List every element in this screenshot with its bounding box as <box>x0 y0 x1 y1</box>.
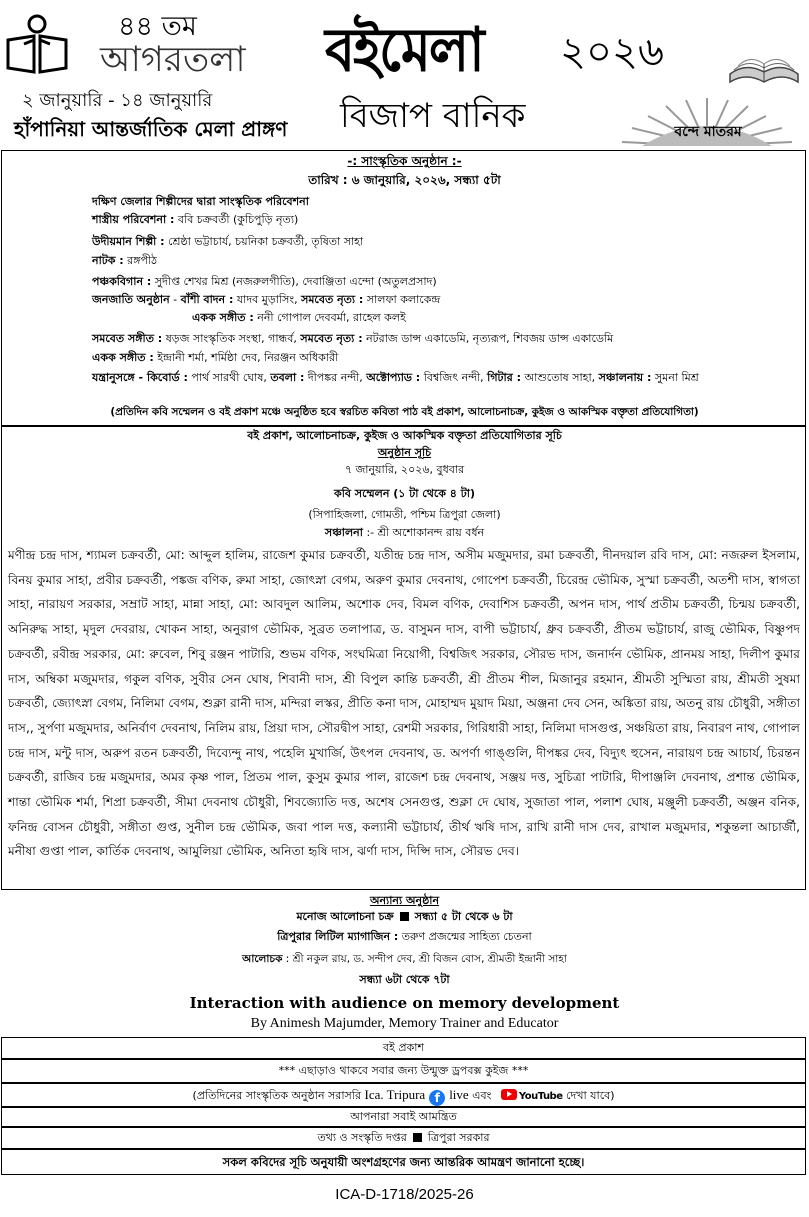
panchakavi-row <box>92 274 437 290</box>
other-events-title: অন্যান্য অনুষ্ঠান <box>369 894 440 907</box>
row-label: শাস্ত্রীয় পরিবেশনা : <box>92 213 175 226</box>
fair-title: বইমেলা <box>325 13 483 86</box>
group-song-label: সমবেত সঙ্গীত : <box>92 332 163 345</box>
poet-meet-districts: (সিপাহিজলা, গোমতী, পশ্চিম ত্রিপুরা জেলা) <box>308 508 501 521</box>
district-line: দক্ষিণ জেলার শিল্পীদের দ্বারা সাংস্কৃতিক পরিবেশনা <box>92 195 309 208</box>
poets-invite-strip <box>1 1149 806 1175</box>
header-banner <box>0 0 809 150</box>
row-text: রঙ্গপীঠ <box>123 254 158 267</box>
discussion-line <box>0 908 809 926</box>
program-schedule-box <box>1 426 806 907</box>
anchor-label: সঞ্চালনায় : <box>598 371 652 384</box>
group-dance-text: নটরাজ ডান্স একাডেমি, নৃত্যরূপ, শিবজয় ডান্স একাডেমি <box>362 332 614 345</box>
tabla-label: তবলা : <box>270 371 305 384</box>
row-label: পঞ্চকবিগান : <box>92 275 152 288</box>
group-song-row <box>92 331 613 347</box>
cultural-program-box <box>1 150 806 426</box>
government-name: ত্রিপুরা সরকার <box>427 1131 490 1144</box>
solo-song-row <box>192 310 406 326</box>
youtube-label: YouTube <box>518 1091 563 1102</box>
guitar-text: আশুতোষ সাহা, <box>521 371 599 384</box>
book-launch-label: বই প্রকাশ <box>383 1041 424 1054</box>
solo-label: একক সঙ্গীত : <box>192 311 254 324</box>
solo2-text: ইন্দ্রানী শর্মা, শর্মিষ্ঠা দেব, নিরঞ্জন অধিকারী <box>153 351 339 364</box>
speakers-line <box>0 950 809 968</box>
live-suffix: দেখা যাবে) <box>562 1089 615 1102</box>
interaction-by: By Animesh Majumder, Memory Trainer and Educator <box>250 1016 559 1031</box>
drama-row <box>92 253 157 269</box>
flute-label: বাঁশী বাদন : <box>180 293 234 306</box>
fair-dates: ২ জানুয়ারি - ১৪ জানুয়ারি <box>22 90 213 111</box>
anchor-text: সুমনা মিশ্র <box>651 371 699 384</box>
department-strip <box>1 1127 806 1149</box>
group-dance-label: সমবেত নৃত্য : <box>300 332 363 345</box>
instr-text: পার্থ সারথী ঘোষ, <box>187 371 271 384</box>
city-name: আগরতলা <box>100 40 246 80</box>
interaction-title: Interaction with audience on memory development <box>189 994 620 1012</box>
cultural-date: তারিখ : ৬ জানুয়ারি, ২০২৬, সন্ধ্যা ৫টা <box>308 173 501 187</box>
emerging-row <box>92 234 363 250</box>
live-channel: Ica. Tripura <box>364 1087 426 1102</box>
solo-song-row-2 <box>92 350 338 366</box>
square-bullet-icon <box>400 912 409 921</box>
tabla-text: দীপঙ্কর নন্দী, <box>304 371 367 384</box>
daily-program-note: (প্রতিদিন কবি সম্মেলন ও বই প্রকাশ মঞ্চে অনুষ্ঠিত হবে স্বরচিত কবিতা পাঠ বই প্রকাশ, আলোচনাচক্র, কুইজ ও আকস্মিক বক্তৃতা প্রতিযোগিতা) <box>110 406 699 418</box>
guitar-label: গিটার : <box>487 371 521 384</box>
row-text: ববি চক্রবর্তী (কুচিপুড়ি নৃত্য) <box>174 213 299 226</box>
quiz-strip <box>1 1059 806 1083</box>
chair-label: সঞ্চালনা <box>324 526 363 539</box>
separator: - <box>169 293 181 306</box>
fair-year: ২০২৬ <box>560 29 665 75</box>
solo2-label: একক সঙ্গীত : <box>92 351 154 364</box>
list-title: বই প্রকাশ, আলোচনাচক্র, কুইজ ও আকস্মিক বক্তৃতা প্রতিযোগিতার সূচি <box>247 429 562 442</box>
department-name: তথ্য ও সংস্কৃতি দপ্তর <box>317 1131 407 1144</box>
book-launch-strip <box>1 1037 806 1059</box>
solo-text: ননী গোপাল দেববর্মা, রাহেল কলই <box>253 311 406 324</box>
evening-time: সন্ধ্যা ৬টা থেকে ৭টা <box>359 973 450 986</box>
dance-text: সালফা কলাকেন্দ্র <box>363 293 441 306</box>
facebook-icon: f <box>429 1090 445 1106</box>
magazine-line <box>0 928 809 946</box>
youtube-icon <box>501 1089 517 1100</box>
row-label: নাটক : <box>92 254 124 267</box>
speakers-label: আলোচক <box>242 953 283 965</box>
janajati-label: জনজাতি অনুষ্ঠান <box>92 293 170 306</box>
row-label: উদীয়মান শিল্পী : <box>92 235 165 248</box>
classical-row <box>92 212 298 228</box>
reading-person-icon <box>4 14 70 74</box>
instr-label: যন্ত্রানুসঙ্গে - কিবোর্ড : <box>92 371 188 384</box>
invite-text: আপনারা সবাই আমন্ত্রিত <box>350 1110 457 1123</box>
dance-label: সমবেত নৃত্য : <box>301 293 364 306</box>
cultural-heading: -: সাংস্কৃতিক অনুষ্ঠান :- <box>347 154 462 168</box>
live-and: এবং <box>468 1089 495 1102</box>
schedule-date: ৭ জানুয়ারি, ২০২৬, বুধবার <box>344 463 465 476</box>
fair-venue: হাঁপানিয়া আন্তর্জাতিক মেলা প্রাঙ্গণ <box>14 117 288 141</box>
open-book-icon <box>728 44 800 86</box>
magazine-topic: তরুণ প্রজন্মের সাহিত্য চেতনা <box>398 930 532 943</box>
live-word: live <box>449 1087 469 1102</box>
discussion-time: সন্ধ্যা ৫ টা থেকে ৬ টা <box>414 910 513 923</box>
speakers-names: : শ্রী নকুল রায়, ড. সন্দীপ দেব, শ্রী বিজন বোস, শ্রীমতী ইন্দ্রানী সাহা <box>282 953 567 965</box>
chair-name: :- শ্রী অশোকানন্দ রায় বর্ধন <box>362 526 485 539</box>
flute-text: যাদব মুড়াসিং, <box>233 293 302 306</box>
edition-number: ৪৪ তম <box>118 11 197 42</box>
live-prefix: (প্রতিদিনের সাংস্কৃতিক অনুষ্ঠান সরাসরি <box>192 1089 365 1102</box>
poets-list: মণীন্দ্র চন্দ্র দাস, শ্যামল চক্রবর্তী, মো: আব্দুল হালিম, রাজেশ কুমার চক্রবর্তী, যতীন্দ্র চন্দ্র দাস, অসীম মজুমদার, রমা চক্রবর্তী, দীনদয়াল রবি দাস, মো: নজরুল ইসলাম, বিনয় কুমার সাহা, প্রবীর চক্রবর্তী, পঙ্কজ বণিক, রুমা সাহা, জোৎস্না বেগম, অরুণ কুমার দেবনাথ, গোপেশ চক্রবর্তী, চিরেন্দ্র ভৌমিক, সুস্মা চক্রবর্তী, অতশী দাস, স্বাগতা সাহা, নারায়ণ সরকার, সম্রাট সাহা, মান্না সাহা, মো: আবদুল আলিম, অশোক দেব, বিমল বণিক, দেবাশিস চক্রবর্তী, অপন দাস, পার্থ প্রতীম চক্রবর্তী, চিন্ময় চক্রবর্তী, অনিরুদ্ধ সাহা, মৃদুল দেবরায়, খোকন সাহা, অনুরাগ ভৌমিক, সুব্রত তলাপাত্র, ড. বাসুমন দাস, বাপী ভট্টাচার্য, ধ্রুব চক্রবর্তী, প্রীতম ভট্টাচার্য, রাজু ভৌমিক, বিষ্ণুপদ চক্রবর্তী, রবীন্দ্র সরকার, মো: রুবেল, শিবু রঞ্জন পাটারি, শুভম বণিক, সংঘমিত্রা নিয়োগী, বিশ্বজিৎ সরকার, সৌরভ দাস, জনার্দন ভৌমিক, প্রানময় সাহা, দিলীপ কুমার দাস, অম্বিকা মজুমদার, গকুল বণিক, সুবীর সেন ঘোষ, শিবানী দাস, শ্রী বিপুল কান্তি চক্রবর্তী, শ্রী প্রীতম শীল, মিজানুর রহমান, শ্রীমতী সুস্মিতা রায়, শ্রীমতী সুষমা চক্রবর্তী, জ্যোৎস্না বেগম, নিলিমা বেগম, শুক্লা রানী দাস, মন্দিরা লস্কর, প্রীতি কনা দাস, মোহাম্মদ মুয়াদ মিয়া, অঞ্জনা দেব সেন, অঙ্কিতা রায়, অতনু রায় চৌধুরী, সঙ্গীতা দাস,, সুর্পণা মজুমদার, অনির্বাণ দেবনাথ, নিলিম রায়, প্রিয়া দাস, সৌরদ্বীপ সাহা, রেশমী সরকার, গিরিধারী সাহা, নিলিমা দাসগুপ্ত, সঞ্চয়িতা রায়, নিবারণ নাথ, গোপাল চন্দ্র দাস, মন্টু দাস, অরুপ রতন চক্রবর্তী, দিব্যেন্দু নাথ, পহেলি মুখার্জি, উৎপল দেবনাথ, ড. অপর্ণা গাঙ্গুলি, দীপঙ্কর দেব, বিদ্যুৎ হুসেন, নারায়ণ চন্দ্র আচার্য, চিরন্তন চক্রবর্তী, রাজিব চন্দ্র মজুমদার, অমর কৃষ্ণ পাল, প্রিতম পাল, কুসুম কুমার পাল, রাজেশ চন্দ্র দেবনাথ, সঞ্জয় দত্ত, সুচিত্রা পাটারি, দীপাঞ্জলি দেবনাথ, প্রশান্ত ভৌমিক, শান্তা ভৌমিক শর্মা, শিপ্রা চক্রবর্তী, সীমা দেবনাথ চৌধুরী, শিবজ্যোতি দত্ত, অশেষ সেনগুপ্ত, শুক্লা দে ঘোষ, সুজাতা পাল, পলাশ ঘোষ, মঞ্জুলী চক্রবর্তী, অঞ্জন বনিক, ফনিন্দ্র বোসন চৌধুরী, সঙ্গীতা গুপ্ত, সুনীল চন্দ্র ভৌমিক, জবা পাল দত্ত, কল্যানী ভট্টাচার্য, তীর্থ ঋষি দাস, রাখি রানী দাস দেব, রাখাল মজুমদার, শকুন্তলা আচার্জী, মনীষা গুপ্তা পাল, কার্তিক দেবনাথ, আমুলিয়া ভৌমিক, অনিতা হৃষি দাস, ঝর্ণা দাস, দিপ্সি দাস, সৌরভ দেব। <box>8 548 800 859</box>
reference-number: ICA-D-1718/2025-26 <box>335 1186 474 1203</box>
poets-invite-text: সকল কবিদের সূচি অনুযায়ী অংশগ্রহণের জন্য আন্তরিক আমন্ত্রণ জানানো হচ্ছে। <box>222 1155 585 1169</box>
row-text: সুদীপ্ত শেখর মিশ্র (নজরুলগীতি), দেবাঞ্জিতা এন্দো (অতুলপ্রসাদ) <box>151 275 437 288</box>
square-bullet-icon <box>413 1133 422 1142</box>
schedule-title: অনুষ্ঠান সূচি <box>377 446 432 459</box>
chair-line <box>2 524 807 542</box>
invite-strip <box>1 1107 806 1127</box>
quiz-note: *** এছাড়াও থাকবে সবার জন্য উন্মুক্ত ড্রপবক্স কুইজ *** <box>278 1064 529 1077</box>
janajati-row <box>92 292 440 308</box>
magazine-label: ত্রিপুরার লিটিল ম্যাগাজিন : <box>277 930 399 943</box>
poet-meet-title: কবি সম্মেলন (১ টা থেকে ৪ টা) <box>334 487 475 500</box>
row-text: শ্রেষ্ঠা ভট্টাচার্য, চয়নিকা চক্রবর্তী, তৃষিতা সাহা <box>164 235 364 248</box>
organizer-subtitle: বিজাপ বানিক <box>340 96 526 136</box>
group-song-text: ষড়জ সাংস্কৃতিক সংস্থা, গান্ধর্ব, <box>162 332 301 345</box>
discussion-name: মনোজ আলোচনা চক্র <box>296 910 394 923</box>
octopad-label: অক্টোপ্যাড : <box>366 371 421 384</box>
live-strip <box>1 1083 806 1107</box>
motto-text: বন্দে মাতরম <box>674 124 742 140</box>
instruments-row <box>92 370 699 386</box>
octopad-text: বিশ্বজিৎ নন্দী, <box>420 371 488 384</box>
